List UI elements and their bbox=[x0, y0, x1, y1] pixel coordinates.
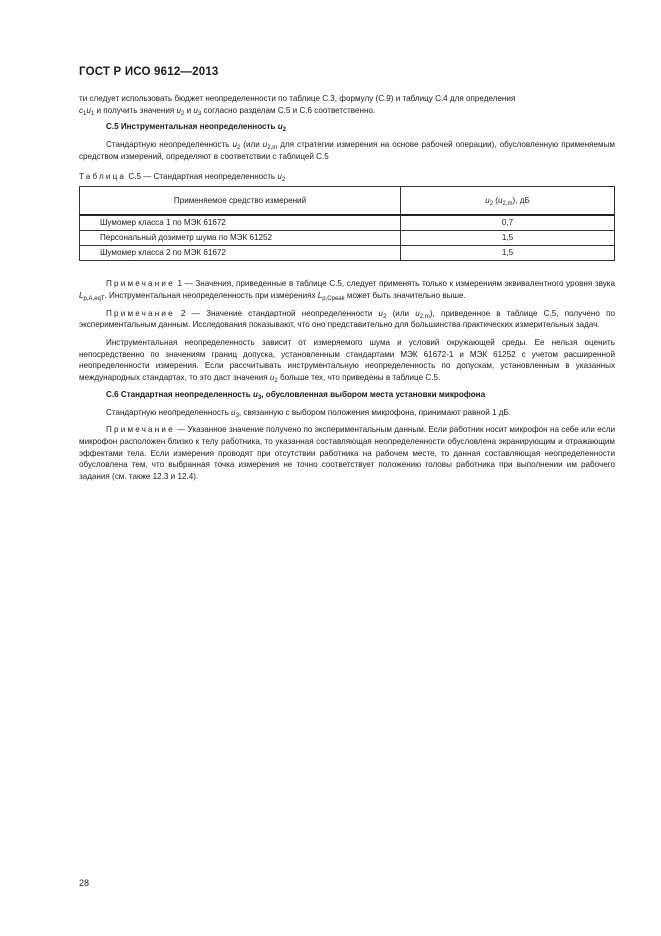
note-2: Примечание 2 — Значение стандартной неопределенности $u_2$ (или $u_{2,m}$), приведенное в таблице С.5, получено по экспериментальным данным. Исследования показывают, что оно представительно для большинства практических измерительных задач. bbox=[79, 308, 615, 330]
table-cell-device: Шумомер класса 2 по МЭК 61672 bbox=[80, 246, 401, 261]
section-c6-note: Примечание — Указанное значение получено по экспериментальным данным. Если работник носит микрофон на себе или если микрофон расположен близко к телу работника, то указанная составляющая неопределенности обусловлена экранирующим и отражающим эффектами тела. Если измерения проводят при отсутствии работника на рабочем месте, то данная составляющая неопределенности обусловлена тем, что выбранная точка измерения не точно соответствует положению головы работника при выполнении им рабочего задания (см. также 12.3 и 12.4). bbox=[79, 425, 615, 482]
table-row bbox=[80, 231, 615, 246]
intro-paragraph: ти следует использовать бюджет неопределенности по таблице С.3, формулу (С.9) и таблицу С.4 для определения $c_1u_1$ и получить значения $u_2$ и $u_3$ согласно разделам С.5 и С.6 соответственно. bbox=[79, 94, 516, 117]
section-c6-title: С.6 Стандартная неопределенность $u_3$, обусловленная выбором места установки микрофона bbox=[106, 389, 486, 401]
document-header: ГОСТ Р ИСО 9612—2013 bbox=[79, 66, 219, 78]
table-cell-value: 1,5 bbox=[401, 246, 615, 261]
document-body bbox=[79, 93, 615, 483]
table-cell-device: Шумомер класса 1 по МЭК 61672 bbox=[80, 215, 401, 231]
table-header-row bbox=[80, 187, 615, 216]
table-caption: Таблица С.5 — Стандартная неопределенность $u_2$ bbox=[79, 171, 286, 183]
table-cell-value: 0,7 bbox=[401, 215, 615, 231]
section-c6-paragraph: Стандартную неопределенность $u_3$, связанную с выбором положения микрофона, принимают равной 1 дБ. bbox=[106, 407, 512, 419]
instrumental-paragraph: Инструментальная неопределенность зависит от измеряемого шума и условий окружающей среды. Ее нельзя оценить непосредственно по значениям границ допуска, установленным стандартами МЭК 61672-1 и МЭК 61252 с учетом расширенной неопределенности измерения. Если рассчитывать инструментальную неопределенность по допускам, установленным в указанных международных стандартах, то это даст значения $u_2$ больше тех, что приведены в таблице С.5. bbox=[79, 338, 615, 385]
page-number: 28 bbox=[79, 878, 90, 888]
table-cell-value: 1,5 bbox=[401, 231, 615, 246]
note-1: Примечание 1 — Значения, приведенные в таблице С.5, следует применять только к измерениям эквивалентного уровня звука $L_{p,A,eqT}$. Инструментальная неопределенность при измерениях $L_{p,Cpeak}$ может быть значительно выше. bbox=[79, 279, 615, 302]
table-row bbox=[80, 246, 615, 261]
table-cell-device: Персональный дозиметр шума по МЭК 61252 bbox=[80, 231, 401, 246]
table-row bbox=[80, 215, 615, 231]
section-c5-paragraph: Стандартную неопределенность $u_2$ (или $u_{2,m}$ для стратегии измерения на основе рабочей операции), обусловленную применяемым средством измерений, определяют в соответствии с таблицей С.5 bbox=[79, 140, 615, 161]
header-value: $u_2$ $(u_{2,m})$, дБ bbox=[401, 187, 615, 216]
header-device: Применяемое средство измерений bbox=[80, 187, 401, 216]
uncertainty-table bbox=[79, 186, 615, 261]
section-c5-title: С.5 Инструментальная неопределенность $u_2$ bbox=[106, 122, 287, 134]
